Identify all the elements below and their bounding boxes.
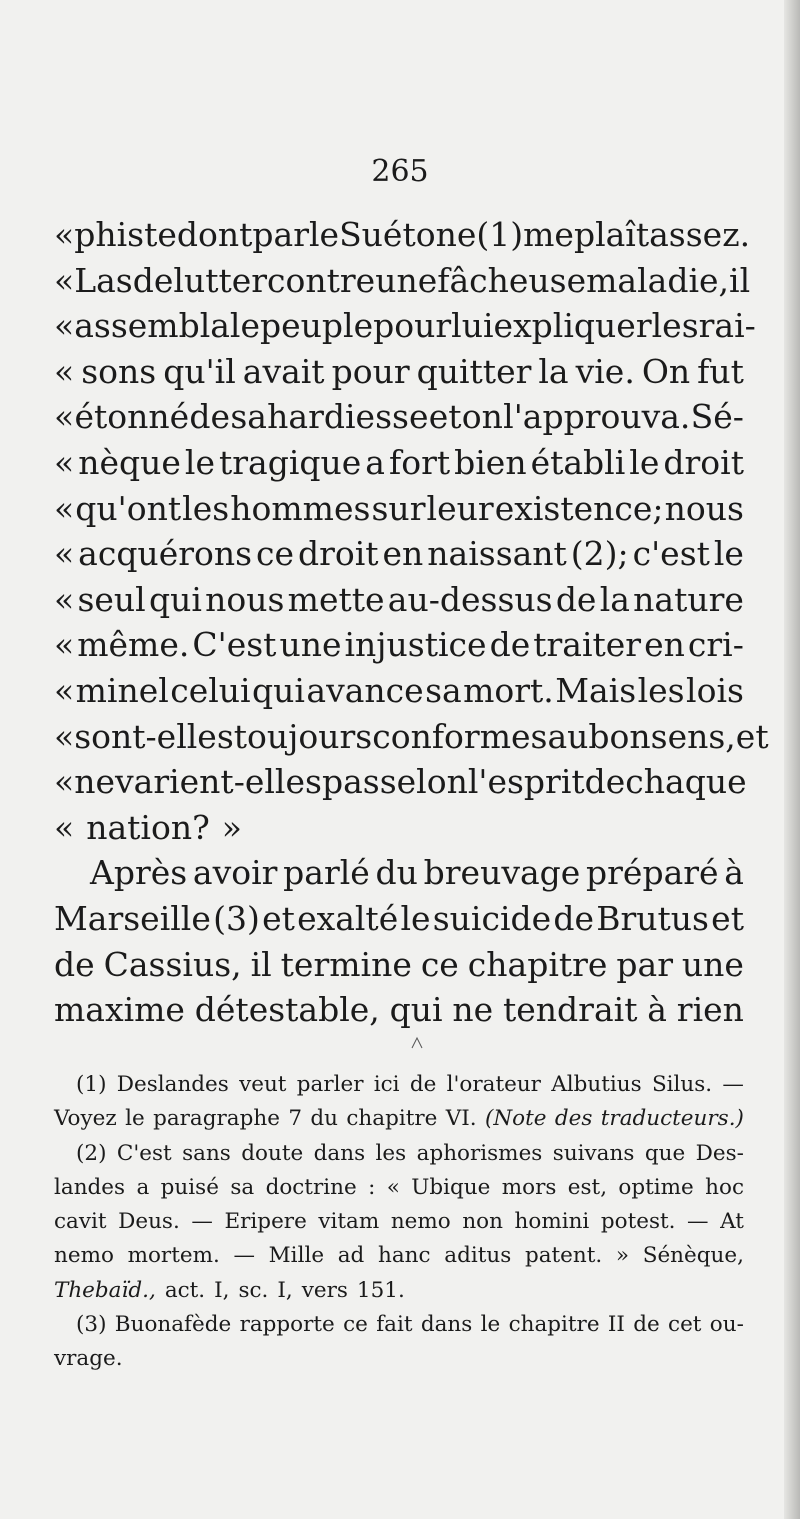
footnote-line: nemo mortem. — Mille ad hanc aditus patent. » Sénèque,	[54, 1243, 744, 1269]
text-line: « phiste dont parle Suétone (1) me plaît assez.	[54, 215, 751, 254]
footnote-line: Voyez le paragraphe 7 du chapitre VI. (Note des traducteurs.)	[54, 1106, 744, 1132]
text-line: « acquérons ce droit en naissant (2); c'est le	[54, 534, 744, 574]
text-line: Après avoir parlé du breuvage préparé à	[90, 853, 744, 893]
main-text	[54, 212, 769, 1033]
text-line: « sons qu'il avait pour quitter la vie. On fut	[54, 351, 744, 391]
footnote-line: landes a puisé sa doctrine : « Ubique mors est, optime hoc	[54, 1174, 744, 1200]
footnote-line: vrage.	[54, 1346, 123, 1372]
page-number: 265	[371, 154, 429, 189]
text-line: maxime détestable, qui ne tendrait à rien	[54, 990, 744, 1030]
text-line: Marseille (3) et exalté le suicide de Brutus et	[54, 898, 744, 938]
text-line: « étonné de sa hardiesse et on l'approuva. Sé-	[54, 397, 744, 437]
footnote-line: cavit Deus. — Eripere vitam nemo non homini potest. — At	[54, 1209, 744, 1235]
text-line: « assembla le peuple pour lui expliquer les rai-	[54, 306, 756, 346]
footnote-line: Thebaïd., act. I, sc. I, vers 151.	[54, 1277, 405, 1303]
text-line: « ne varient-elles pas selon l'esprit de chaque	[54, 762, 747, 802]
text-line: « qu'ont les hommes sur leur existence; nous	[54, 488, 744, 528]
text-line: « minel celui qui avance sa mort. Mais les lois	[54, 670, 744, 710]
footnote-separator-mark	[410, 1036, 424, 1050]
text-line: de Cassius, il termine ce chapitre par une	[54, 944, 744, 984]
footnote-line: (1) Deslandes veut parler ici de l'orateur Albutius Silus. —	[76, 1072, 744, 1097]
text-line: « même. C'est une injustice de traiter en cri-	[54, 625, 744, 665]
text-line: « sont-elles toujours conformes au bon sens, et	[54, 716, 769, 756]
footnote-line: (3) Buonafède rapporte ce fait dans le chapitre II de cet ou-	[76, 1312, 744, 1338]
text-line: « seul qui nous mette au-dessus de la nature	[54, 579, 744, 619]
footnote-line: (2) C'est sans doute dans les aphorismes suivans que Des-	[76, 1140, 744, 1166]
text-line: « nation? »	[54, 807, 242, 847]
text-line: « nèque le tragique a fort bien établi le droit	[54, 442, 744, 482]
page-edge-shadow	[784, 0, 800, 1519]
text-line: « Las de lutter contre une fâcheuse maladie, il	[54, 260, 751, 300]
footnotes	[54, 1068, 744, 1377]
